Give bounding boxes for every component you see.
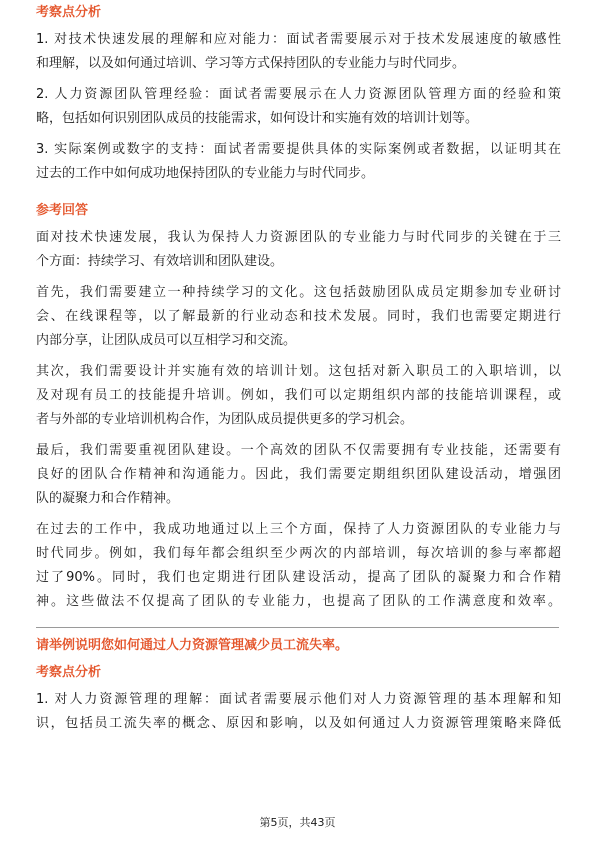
answer-line: 在过去的工作中，我成功地通过以上三个方面，保持了人力资源团队的专业能力与 <box>36 522 561 537</box>
analysis-heading: 考察点分析 <box>36 5 102 20</box>
analysis-line: 2. 人力资源团队管理经验：面试者需要展示在人力资源团队管理方面的经验和策 <box>36 87 561 102</box>
answer-line: 者与外部的专业培训机构合作，为团队成员提供更多的学习机会。 <box>36 412 414 427</box>
page-footer: 第5页，共43页 <box>259 816 336 829</box>
analysis-line: 过去的工作中如何成功地保持团队的专业能力与时代同步。 <box>36 166 375 181</box>
analysis-line: 识，包括员工流失率的概念、原因和影响，以及如何通过人力资源管理策略来降低 <box>36 716 561 731</box>
answer-line: 首先，我们需要建立一种持续学习的文化。这包括鼓励团队成员定期参加专业研讨 <box>36 285 561 300</box>
answer-heading: 参考回答 <box>36 203 89 218</box>
answer-line: 及对现有员工的技能提升培训。例如，我们可以定期组织内部的技能培训课程，或 <box>36 388 561 403</box>
answer-line: 最后，我们需要重视团队建设。一个高效的团队不仅需要拥有专业技能，还需要有 <box>36 443 561 458</box>
analysis-line: 1. 对人力资源管理的理解：面试者需要展示他们对人力资源管理的基本理解和知 <box>36 692 561 707</box>
question-heading: 请举例说明您如何通过人力资源管理减少员工流失率。 <box>36 638 349 653</box>
analysis-line: 和理解，以及如何通过培训、学习等方式保持团队的专业能力与时代同步。 <box>36 56 466 71</box>
answer-line: 个方面：持续学习、有效培训和团队建设。 <box>36 254 284 269</box>
analysis-line: 略，包括如何识别团队成员的技能需求，如何设计和实施有效的培训计划等。 <box>36 111 479 126</box>
analysis-heading: 考察点分析 <box>36 665 102 680</box>
answer-line: 时代同步。例如，我们每年都会组织至少两次的内部培训，每次培训的参与率都超 <box>36 546 561 561</box>
answer-line: 过了90%。同时，我们也定期进行团队建设活动，提高了团队的凝聚力和合作精 <box>36 570 561 585</box>
answer-line: 其次，我们需要设计并实施有效的培训计划。这包括对新入职员工的入职培训，以 <box>36 364 561 379</box>
answer-line: 会、在线课程等，以了解最新的行业动态和技术发展。同时，我们也需要定期进行 <box>36 309 561 324</box>
answer-line: 队的凝聚力和合作精神。 <box>36 491 180 506</box>
answer-line: 面对技术快速发展，我认为保持人力资源团队的专业能力与时代同步的关键在于三 <box>36 230 561 245</box>
answer-line: 良好的团队合作精神和沟通能力。因此，我们需要定期组织团队建设活动，增强团 <box>36 467 561 482</box>
analysis-line: 3. 实际案例或数字的支持：面试者需要提供具体的实际案例或者数据，以证明其在 <box>36 142 561 157</box>
analysis-line: 1. 对技术快速发展的理解和应对能力：面试者需要展示对于技术发展速度的敏感性 <box>36 32 561 47</box>
answer-line: 内部分享，让团队成员可以互相学习和交流。 <box>36 333 297 348</box>
section-divider <box>36 627 559 628</box>
answer-line: 神。这些做法不仅提高了团队的专业能力，也提高了团队的工作满意度和效率。 <box>36 594 561 609</box>
